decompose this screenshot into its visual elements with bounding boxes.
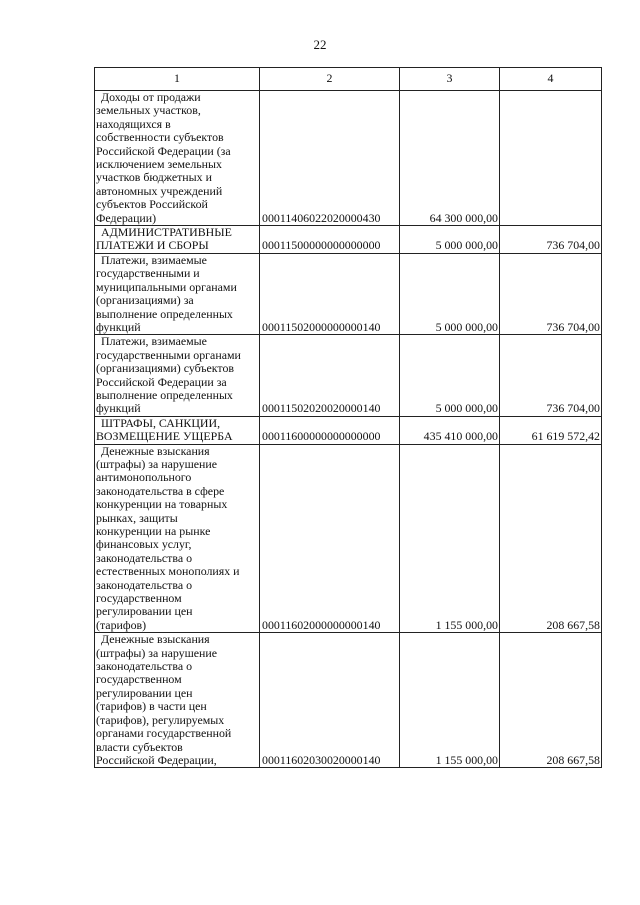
header-col-1: 1 <box>95 68 260 91</box>
row-col4-cell: 736 704,00 <box>500 335 602 416</box>
row-code-cell: 00011502020020000140 <box>260 335 400 416</box>
row-col3-cell: 435 410 000,00 <box>400 416 500 444</box>
row-name-line: регулировании цен <box>96 685 193 700</box>
header-col-2: 2 <box>260 68 400 91</box>
row-name-line: законодательства в сфере <box>96 483 225 498</box>
row-name-line: муниципальными органами <box>96 279 237 294</box>
table-row <box>95 226 602 254</box>
row-name-line: (организациями) субъектов <box>96 361 235 376</box>
row-name-cell <box>95 444 260 633</box>
row-name-line: Российской Федерации за <box>96 374 227 389</box>
row-col3-cell: 5 000 000,00 <box>400 335 500 416</box>
row-name-line: ПЛАТЕЖИ И СБОРЫ <box>96 238 209 253</box>
row-name-cell <box>95 253 260 334</box>
row-name-line: государственными и <box>96 266 200 281</box>
row-name-cell <box>95 335 260 416</box>
table-row <box>95 253 602 334</box>
row-name-line: выполнение определенных <box>96 306 233 321</box>
row-name-line: законодательства о <box>96 577 193 592</box>
row-col3-cell: 5 000 000,00 <box>400 253 500 334</box>
row-code-cell: 00011602030020000140 <box>260 633 400 768</box>
row-name-cell <box>95 91 260 226</box>
row-col3-cell: 1 155 000,00 <box>400 444 500 633</box>
row-name-line: (тарифов) в части цен <box>96 699 207 714</box>
row-name-line: рынках, защиты <box>96 510 178 525</box>
row-name-line: государственном <box>96 591 182 606</box>
row-name-cell <box>95 633 260 768</box>
row-name-line: исключением земельных <box>96 157 222 172</box>
row-col4-cell <box>500 91 602 226</box>
row-col4-cell: 61 619 572,42 <box>500 416 602 444</box>
row-name-line: Платежи, взимаемые <box>101 334 207 349</box>
table-row <box>95 416 602 444</box>
revenue-table <box>94 67 602 768</box>
row-name-line: Платежи, взимаемые <box>101 253 207 267</box>
row-name-line: антимонопольного <box>96 470 192 485</box>
table-row <box>95 444 602 633</box>
row-code-cell: 00011602000000000140 <box>260 444 400 633</box>
row-col4-cell: 736 704,00 <box>500 253 602 334</box>
row-name-line: Денежные взыскания <box>101 632 210 647</box>
row-name-line: находящихся в <box>96 116 171 131</box>
row-code-cell: 00011600000000000000 <box>260 416 400 444</box>
row-name-line: Федерации) <box>96 210 157 225</box>
row-name-line: автономных учреждений <box>96 183 223 198</box>
row-name-line: естественных монополиях и <box>96 564 240 579</box>
row-col4-cell: 736 704,00 <box>500 226 602 254</box>
row-name-line: конкуренции на товарных <box>96 497 228 512</box>
row-name-cell <box>95 416 260 444</box>
row-name-line: власти субъектов <box>96 739 183 754</box>
row-name-line: государственном <box>96 672 182 687</box>
row-col4-cell: 208 667,58 <box>500 633 602 768</box>
row-name-line: земельных участков, <box>96 103 201 118</box>
row-name-line: Российской Федерации (за <box>96 143 231 158</box>
row-name-line: Доходы от продажи <box>101 90 201 104</box>
row-name-line: (организациями) за <box>96 293 194 308</box>
row-code-cell: 00011502000000000140 <box>260 253 400 334</box>
row-name-line: (тарифов) <box>96 617 147 632</box>
row-name-line: участков бюджетных и <box>96 170 212 185</box>
row-name-line: регулировании цен <box>96 604 193 619</box>
row-col3-cell: 5 000 000,00 <box>400 226 500 254</box>
row-code-cell: 00011406022020000430 <box>260 91 400 226</box>
row-name-line: собственности субъектов <box>96 130 224 145</box>
row-name-line: ВОЗМЕЩЕНИЕ УЩЕРБА <box>96 429 233 444</box>
row-name-line: органами государственной <box>96 726 232 741</box>
table-row <box>95 91 602 226</box>
row-col3-cell: 64 300 000,00 <box>400 91 500 226</box>
row-col3-cell: 1 155 000,00 <box>400 633 500 768</box>
header-col-4: 4 <box>500 68 602 91</box>
row-name-line: (штрафы) за нарушение <box>96 645 218 660</box>
table-row <box>95 335 602 416</box>
row-name-line: государственными органами <box>96 347 241 362</box>
row-name-line: финансовых услуг, <box>96 537 192 552</box>
row-code-cell: 00011500000000000000 <box>260 226 400 254</box>
row-name-line: законодательства о <box>96 550 193 565</box>
page-number: 22 <box>313 37 327 52</box>
row-name-line: (тарифов), регулируемых <box>96 712 225 727</box>
row-name-line: (штрафы) за нарушение <box>96 456 218 471</box>
row-name-line: ШТРАФЫ, САНКЦИИ, <box>101 416 221 430</box>
header-row <box>95 68 602 91</box>
row-name-cell <box>95 226 260 254</box>
row-col4-cell: 208 667,58 <box>500 444 602 633</box>
row-name-line: АДМИНИСТРАТИВНЫЕ <box>101 225 232 240</box>
header-col-3: 3 <box>400 68 500 91</box>
row-name-line: Российской Федерации, <box>96 752 217 767</box>
row-name-line: законодательства о <box>96 659 193 674</box>
table-row <box>95 633 602 768</box>
row-name-line: выполнение определенных <box>96 387 233 402</box>
row-name-line: конкуренции на рынке <box>96 524 211 538</box>
row-name-line: функций <box>96 401 141 416</box>
row-name-line: Денежные взыскания <box>101 444 210 458</box>
row-name-line: субъектов Российской <box>96 197 208 212</box>
row-name-line: функций <box>96 319 141 334</box>
